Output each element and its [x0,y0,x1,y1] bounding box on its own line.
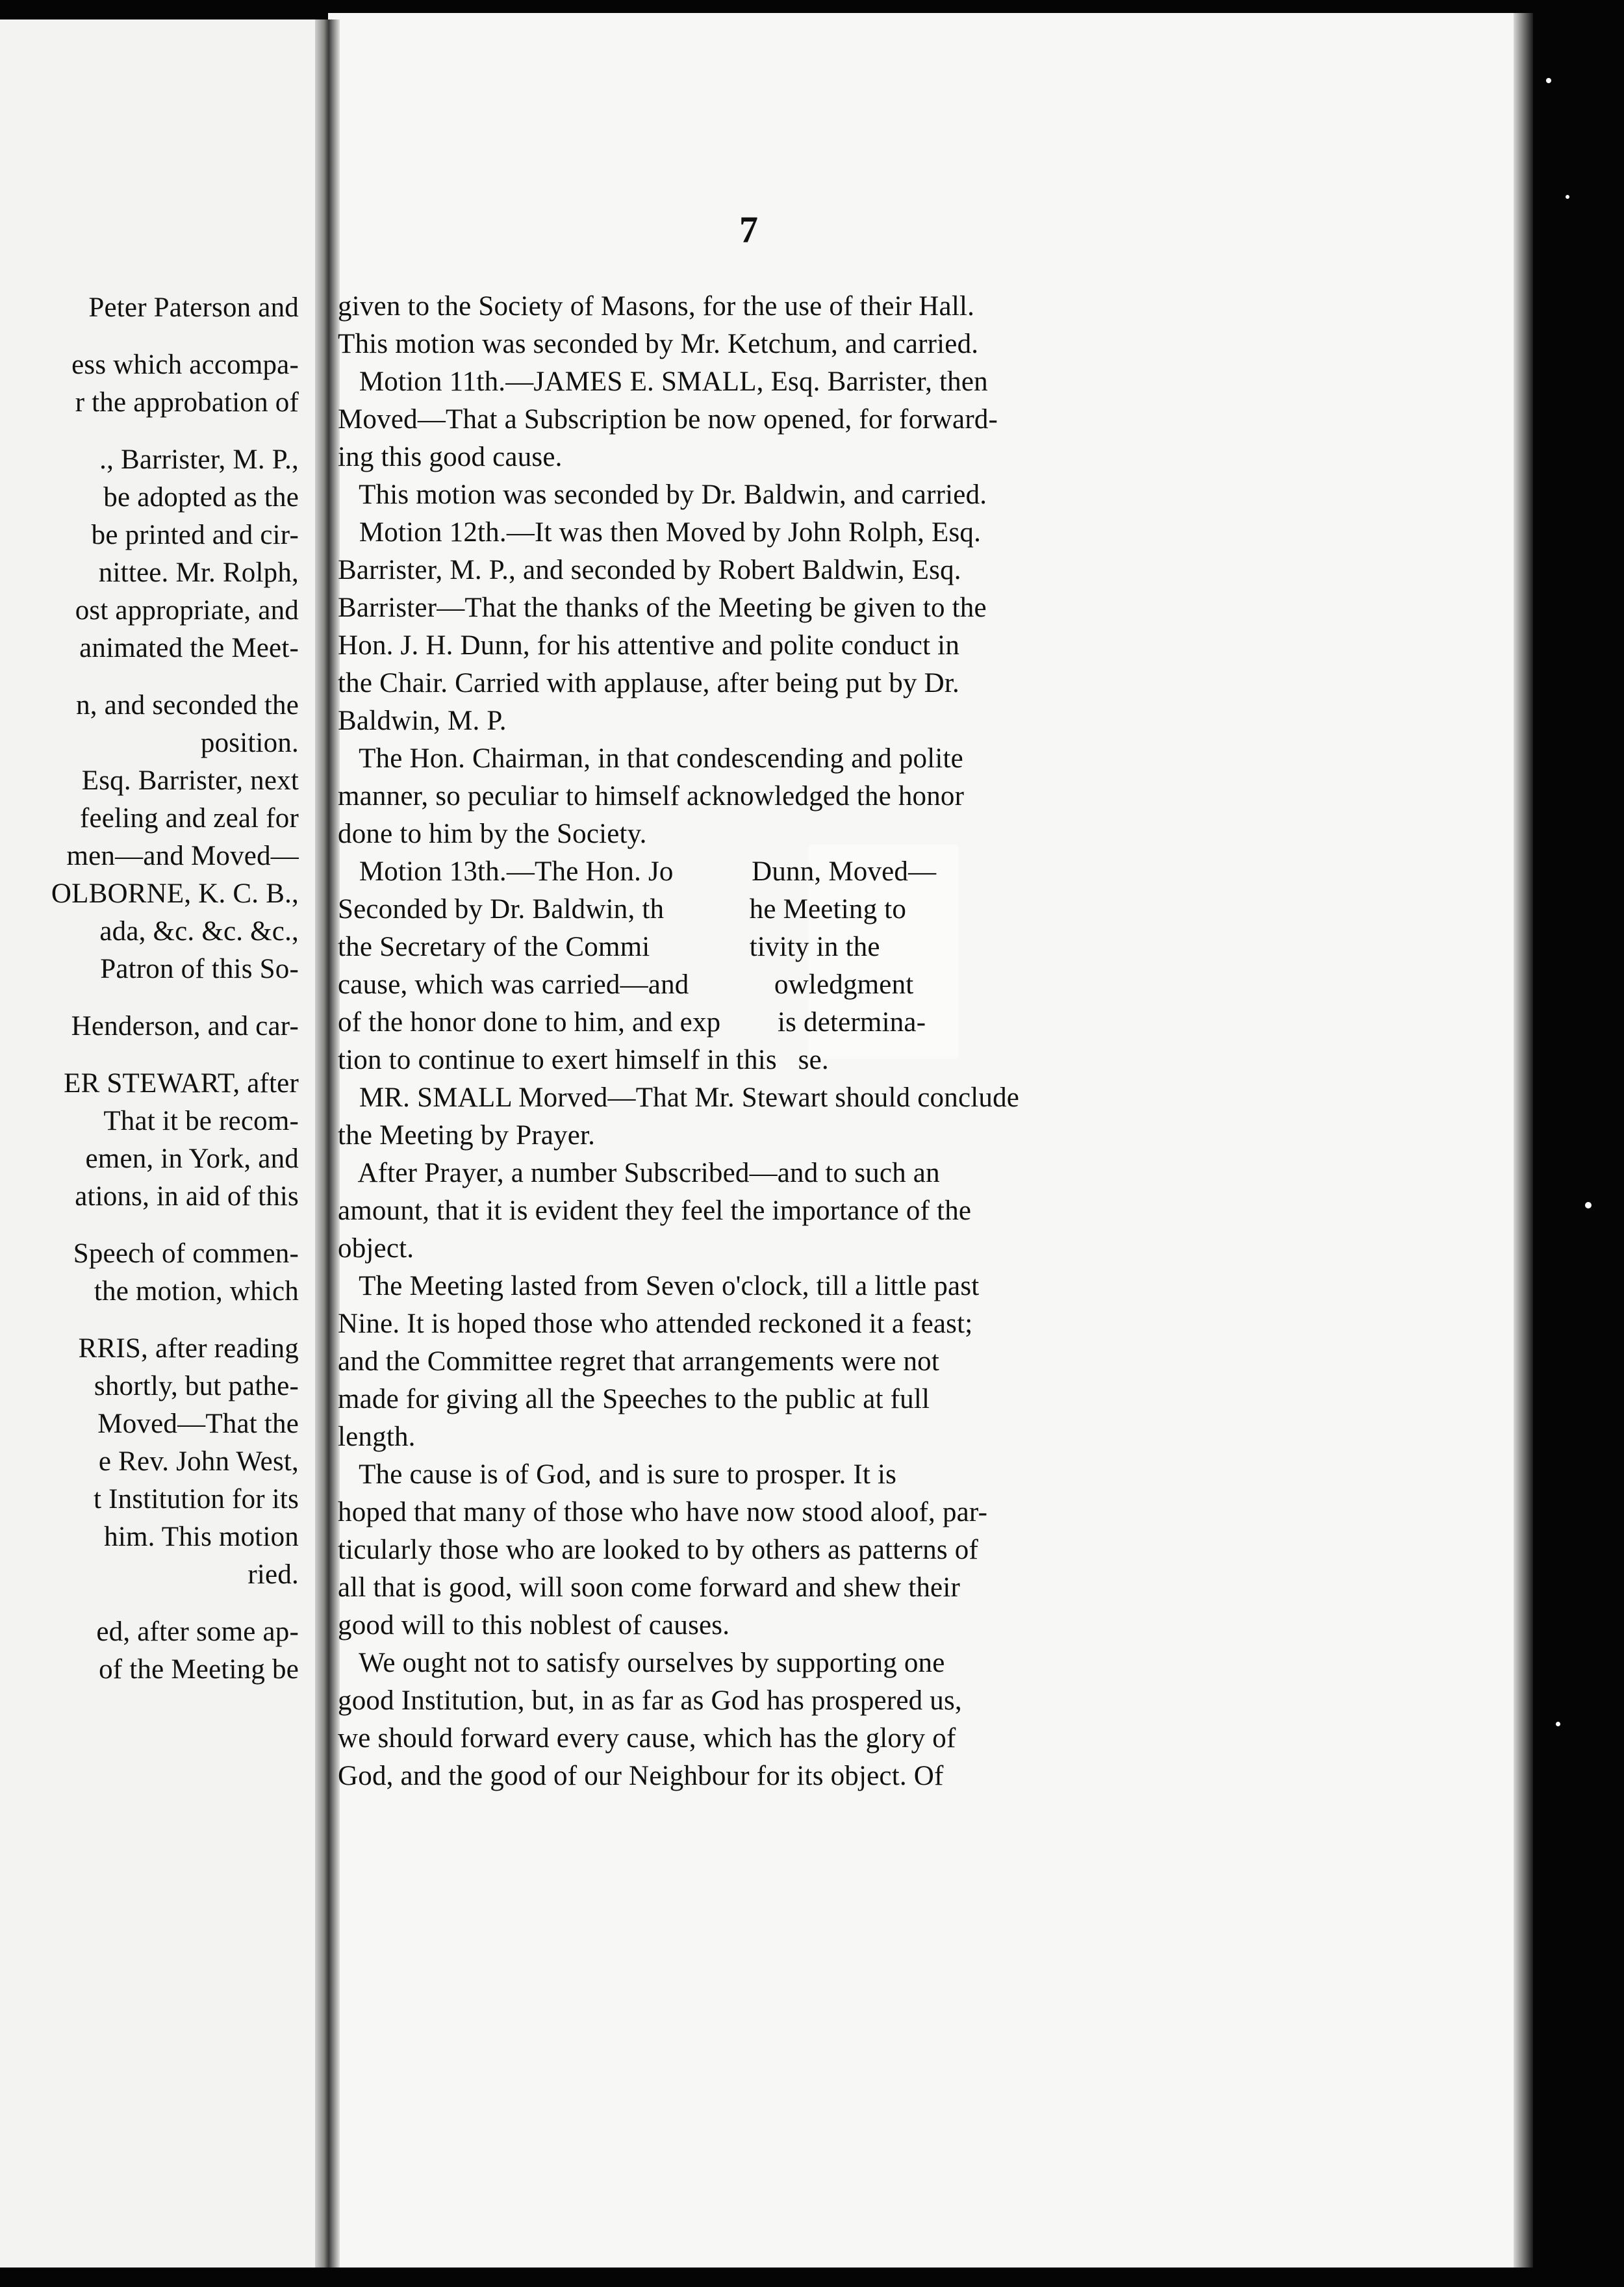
main-text-line: Nine. It is hoped those who attended reckoned it a feast; [338,1309,973,1339]
left-page-text-line: ER STEWART, after [64,1068,299,1099]
main-text-line: given to the Society of Masons, for the use of their Hall. [338,291,975,322]
left-page-text-line: shortly, but pathe- [94,1371,299,1401]
left-page-text-line: the motion, which [94,1276,299,1307]
main-text-line: made for giving all the Speeches to the public at full [338,1384,930,1414]
main-text-line: the Chair. Carried with applause, after being put by Dr. [338,668,959,698]
left-page-text-line: ess which accompa- [71,350,299,380]
left-page-text-line: be printed and cir- [91,520,299,550]
left-page-text-line: Henderson, and car- [71,1011,299,1041]
main-text-line: God, and the good of our Neighbour for its object. Of [338,1761,944,1791]
main-text-line: Motion 11th.—JAMES E. SMALL, Esq. Barrister, then [338,366,988,397]
main-text-column [338,288,1019,1795]
left-page-text-line: position. [200,728,299,758]
scan-speck [1585,1202,1592,1208]
main-text-line: The cause is of God, and is sure to prosper. It is [338,1459,897,1490]
left-page-text-line [51,327,299,346]
main-text-line: object. [338,1233,414,1264]
left-page-text-line: Patron of this So- [100,954,299,984]
left-page-text-line: men—and Moved— [66,841,299,871]
main-text-line: This motion was seconded by Mr. Ketchum, and carried. [338,329,979,359]
main-text-line: we should forward every cause, which has the glory of [338,1723,956,1754]
main-text-line: of the honor done to him, and exp is determina- [338,1007,926,1038]
main-text-line: and the Committee regret that arrangements were not [338,1346,939,1377]
left-page-text-line: Peter Paterson and [88,292,299,323]
left-page-text-line [51,422,299,441]
main-text-line: ticularly those who are looked to by others as patterns of [338,1535,979,1565]
main-text-line: cause, which was carried—and owledgment [338,969,914,1000]
left-page-text-line: Speech of commen- [73,1238,299,1269]
main-text-line: the Meeting by Prayer. [338,1120,596,1151]
main-text-line: all that is good, will soon come forward and shew their [338,1572,960,1603]
left-page-text-line: n, and seconded the [76,690,299,721]
left-page-text-line: ada, &c. &c. &c., [99,916,299,947]
left-page-text-line: nittee. Mr. Rolph, [98,557,299,588]
left-page-text-line [51,667,299,687]
main-text-line: tion to continue to exert himself in this se. [338,1045,829,1075]
main-text-line: MR. SMALL Morved—That Mr. Stewart should conclude [338,1082,1020,1113]
main-text-line: The Meeting lasted from Seven o'clock, till a little past [338,1271,980,1301]
main-text-line: amount, that it is evident they feel the importance of the [338,1195,972,1226]
left-page-text-line: ried. [247,1559,299,1590]
left-page-text-line: him. This motion [104,1522,299,1552]
left-page-text-line: e Rev. John West, [98,1446,299,1477]
left-page-text-line [51,1216,299,1235]
left-page-text-line: ations, in aid of this [75,1181,299,1212]
left-page-text-line: be adopted as the [103,482,299,513]
book-gutter [315,19,340,2268]
left-page-text-line: emen, in York, and [85,1144,299,1174]
left-page-text-line: t Institution for its [94,1484,299,1514]
main-text-line: ing this good cause. [338,442,563,472]
left-page-text-line: feeling and zeal for [79,803,299,834]
main-text-line: Motion 12th.—It was then Moved by John Rolph, Esq. [338,517,982,548]
main-text-line: This motion was seconded by Dr. Baldwin, and carried. [338,479,987,510]
main-text-line: Moved—That a Subscription be now opened, for forward- [338,404,998,435]
main-text-line: good Institution, but, in as far as God has prospered us, [338,1685,962,1716]
left-page-text-line: Moved—That the [97,1409,299,1439]
left-page-text-line: ed, after some ap- [96,1616,299,1647]
main-text-line: hoped that many of those who have now stood aloof, par- [338,1497,988,1527]
main-text-line: Baldwin, M. P. [338,706,507,736]
main-text-line: Seconded by Dr. Baldwin, th he Meeting to [338,894,907,925]
left-page-text-line: Esq. Barrister, next [81,765,299,796]
page-edge [1514,13,1533,2268]
main-text-line: The Hon. Chairman, in that condescending and polite [338,743,963,774]
main-text-line: length. [338,1422,416,1452]
main-text-line: Barrister, M. P., and seconded by Robert Baldwin, Esq. [338,555,961,585]
left-page-text-line [51,988,299,1008]
scan-speck [1546,78,1551,83]
left-page-text-line: of the Meeting be [99,1654,299,1685]
scan-speck [1566,195,1569,199]
main-text-line: the Secretary of the Commi tivity in the [338,932,880,962]
main-text-line: done to him by the Society. [338,819,647,849]
left-page-text-line: ., Barrister, M. P., [99,444,299,475]
left-page-text-line: OLBORNE, K. C. B., [51,878,299,909]
main-text-line: good will to this noblest of causes. [338,1610,730,1641]
left-page-text-line: That it be recom- [103,1106,299,1136]
left-page-text-line: ost appropriate, and [75,595,299,626]
main-text-line: manner, so peculiar to himself acknowledged the honor [338,781,965,811]
main-text-line: We ought not to satisfy ourselves by supporting one [338,1648,945,1678]
left-page-text-line [51,1594,299,1613]
left-page-text-line: animated the Meet- [79,633,299,663]
main-text-line: Barrister—That the thanks of the Meeting be given to the [338,593,987,623]
left-page-text-line [51,1310,299,1330]
page-number: 7 [739,209,758,251]
left-page-text-line [51,1045,299,1065]
main-text-line: Hon. J. H. Dunn, for his attentive and polite conduct in [338,630,960,661]
left-page-text-column [51,289,299,1689]
main-text-line: Motion 13th.—The Hon. Jo Dunn, Moved— [338,856,937,887]
scan-speck [1556,1722,1560,1726]
main-text-line: After Prayer, a number Subscribed—and to such an [338,1158,940,1188]
left-page-text-line: RRIS, after reading [78,1333,299,1364]
left-page-text-line: r the approbation of [75,387,299,418]
